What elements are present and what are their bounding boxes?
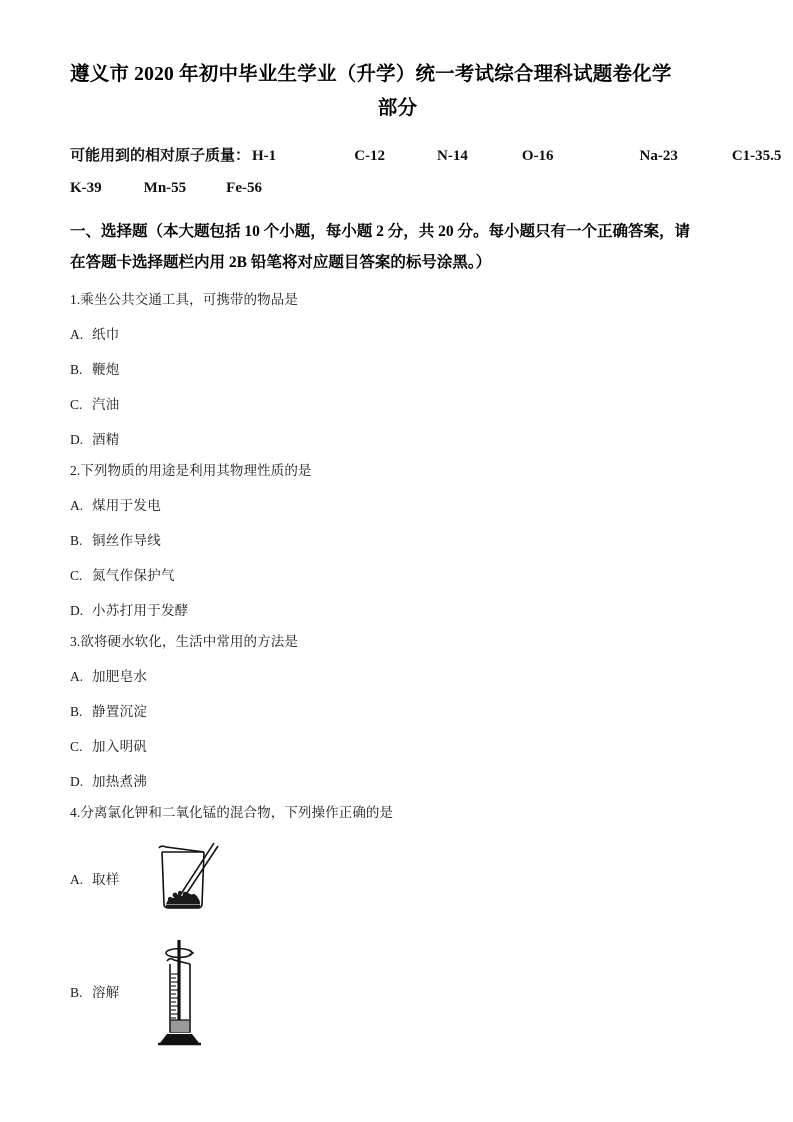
option-letter: B. xyxy=(70,362,83,377)
question-1-option-c[interactable] xyxy=(70,396,725,414)
section-heading-multiple-choice xyxy=(70,216,725,278)
question-3-option-d[interactable] xyxy=(70,773,725,791)
atomic-mass-fe: Fe-56 xyxy=(226,180,262,196)
option-label: 汽油 xyxy=(92,397,120,412)
question-2-stem xyxy=(70,462,725,480)
option-label: 铜丝作导线 xyxy=(92,533,161,548)
beaker-with-spatula-icon xyxy=(148,842,220,916)
question-1-stem xyxy=(70,291,725,309)
question-2-option-c[interactable] xyxy=(70,567,725,585)
question-4 xyxy=(70,804,725,1048)
option-label: 溶解 xyxy=(92,985,120,1000)
question-4-stem xyxy=(70,804,725,822)
option-label: 煤用于发电 xyxy=(92,498,161,513)
question-4-option-b[interactable] xyxy=(70,936,725,1048)
option-label: 鞭炮 xyxy=(92,362,120,377)
question-3 xyxy=(70,633,725,791)
atomic-mass-k: K-39 xyxy=(70,180,102,196)
graduated-cylinder-with-stirring-rod-icon xyxy=(148,936,212,1048)
option-label: 小苏打用于发酵 xyxy=(92,603,189,618)
question-3-option-b[interactable] xyxy=(70,703,725,721)
atomic-masses-label: 可能用到的相对原子质量： xyxy=(70,148,251,164)
question-1-number: 1. xyxy=(70,292,81,307)
question-1-option-b[interactable] xyxy=(70,361,725,379)
option-letter: D. xyxy=(70,603,84,618)
page-title-line-1: 遵义市 2020 年初中毕业生学业（升学）统一考试综合理科试题卷化学 xyxy=(70,64,672,85)
question-3-option-c[interactable] xyxy=(70,738,725,756)
question-2-text: 下列物质的用途是利用其物理性质的是 xyxy=(80,463,312,478)
atomic-mass-mn: Mn-55 xyxy=(143,180,187,196)
atomic-mass-na: Na-23 xyxy=(639,148,678,164)
atomic-mass-c: C-12 xyxy=(354,148,386,164)
option-label: 静置沉淀 xyxy=(92,704,148,719)
question-2 xyxy=(70,462,725,620)
question-3-text: 欲将硬水软化，生活中常用的方法是 xyxy=(80,634,298,649)
option-label: 纸巾 xyxy=(92,327,120,342)
question-1-text: 乘坐公共交通工具，可携带的物品是 xyxy=(80,292,298,307)
question-2-option-a[interactable] xyxy=(70,497,725,515)
atomic-masses-row-2 xyxy=(70,172,725,204)
question-1 xyxy=(70,291,725,449)
atomic-mass-cl: C1-35.5 xyxy=(731,148,782,164)
option-letter: A. xyxy=(70,669,84,684)
question-2-options xyxy=(70,497,725,620)
option-letter: A. xyxy=(70,498,84,513)
atomic-mass-n: N-14 xyxy=(437,148,468,164)
option-label: 加热煮沸 xyxy=(92,774,148,789)
option-label: 加入明矾 xyxy=(92,739,148,754)
atomic-masses-row-1 xyxy=(70,140,782,172)
relative-atomic-masses xyxy=(70,140,782,204)
section-heading-line-1: 一、选择题（本大题包括 10 个小题，每小题 2 分，共 20 分。每小题只有一个正确答案，请 xyxy=(70,223,691,240)
question-4-options xyxy=(70,842,725,1048)
option-label: 酒精 xyxy=(92,432,120,447)
question-2-number: 2. xyxy=(70,463,81,478)
page-content xyxy=(70,58,782,1048)
option-letter: C. xyxy=(70,739,83,754)
option-letter: B. xyxy=(70,704,83,719)
question-1-option-a[interactable] xyxy=(70,326,725,344)
question-2-option-d[interactable] xyxy=(70,602,725,620)
option-letter: B. xyxy=(70,985,83,1000)
option-label: 氮气作保护气 xyxy=(92,568,175,583)
question-1-option-d[interactable] xyxy=(70,431,725,449)
question-3-stem xyxy=(70,633,725,651)
section-heading-line-2: 在答题卡选择题栏内用 2B 铅笔将对应题目答案的标号涂黑。） xyxy=(70,254,492,271)
option-letter: D. xyxy=(70,774,84,789)
question-3-number: 3. xyxy=(70,634,81,649)
question-4-number: 4. xyxy=(70,805,81,820)
page-title-line-2: 部分 xyxy=(377,98,418,119)
page-title xyxy=(70,58,725,126)
option-letter: B. xyxy=(70,533,83,548)
option-letter: C. xyxy=(70,397,83,412)
atomic-mass-h: H-1 xyxy=(252,148,277,164)
atomic-mass-o: O-16 xyxy=(521,148,554,164)
question-3-options xyxy=(70,668,725,791)
question-1-options xyxy=(70,326,725,449)
option-letter: A. xyxy=(70,327,84,342)
question-3-option-a[interactable] xyxy=(70,668,725,686)
option-letter: C. xyxy=(70,568,83,583)
question-4-text: 分离氯化钾和二氧化锰的混合物，下列操作正确的是 xyxy=(80,805,394,820)
option-letter: D. xyxy=(70,432,84,447)
option-label: 加肥皂水 xyxy=(92,669,148,684)
question-2-option-b[interactable] xyxy=(70,532,725,550)
option-label: 取样 xyxy=(92,872,120,887)
question-4-option-a[interactable] xyxy=(70,842,725,916)
option-letter: A. xyxy=(70,872,84,887)
